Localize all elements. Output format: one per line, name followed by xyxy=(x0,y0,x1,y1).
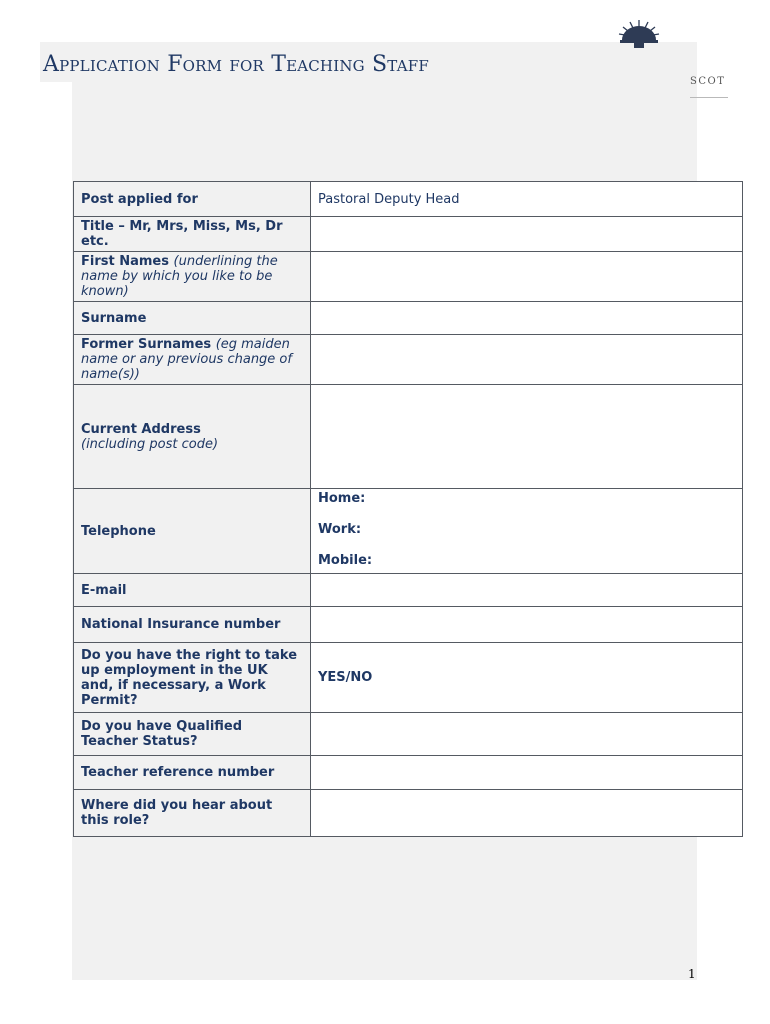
page-title: Application Form for Teaching Staff xyxy=(43,52,429,77)
email-value[interactable] xyxy=(311,574,743,607)
row-current-address xyxy=(74,385,743,489)
qts-value[interactable] xyxy=(311,713,743,756)
post-applied-label: Post applied for xyxy=(74,182,311,217)
former-surnames-value[interactable] xyxy=(311,335,743,385)
title-value[interactable] xyxy=(311,217,743,252)
first-names-label xyxy=(74,252,311,302)
current-address-hint: (including post code) xyxy=(81,436,219,452)
surname-label: Surname xyxy=(74,302,311,335)
current-address-label-text: Current Address xyxy=(81,421,201,437)
row-teacher-ref xyxy=(74,756,743,790)
title-label: Title – Mr, Mrs, Miss, Ms, Dr etc. xyxy=(74,217,311,252)
row-surname xyxy=(74,302,743,335)
row-qts xyxy=(74,713,743,756)
school-name-fragment: SCOT xyxy=(690,76,726,87)
right-to-work-label: Do you have the right to take up employment in the UK and, if necessary, a Work Permit? xyxy=(74,643,311,713)
first-names-value[interactable] xyxy=(311,252,743,302)
surname-value[interactable] xyxy=(311,302,743,335)
telephone-label: Telephone xyxy=(74,489,311,574)
row-ni-number xyxy=(74,607,743,643)
former-surnames-label-text: Former Surnames xyxy=(81,337,212,352)
former-surnames-label xyxy=(74,335,311,385)
application-form-table xyxy=(73,181,743,837)
row-right-to-work xyxy=(74,643,743,713)
ni-number-value[interactable] xyxy=(311,607,743,643)
row-heard-about xyxy=(74,790,743,837)
row-post-applied xyxy=(74,182,743,217)
row-telephone xyxy=(74,489,743,574)
current-address-value[interactable] xyxy=(311,385,743,489)
email-label: E-mail xyxy=(74,574,311,607)
row-title xyxy=(74,217,743,252)
telephone-values xyxy=(311,489,743,574)
first-names-hint: (underlining the name by which you like to be known) xyxy=(81,254,278,299)
school-crest-icon xyxy=(614,18,664,48)
first-names-label-text: First Names xyxy=(81,254,169,269)
heard-about-label: Where did you hear about this role? xyxy=(74,790,311,837)
teacher-ref-value[interactable] xyxy=(311,756,743,790)
former-surnames-hint: (eg maiden name or any previous change of name(s)) xyxy=(81,337,292,382)
post-applied-value[interactable]: Pastoral Deputy Head xyxy=(311,182,743,217)
ni-number-label: National Insurance number xyxy=(74,607,311,643)
row-former-surnames xyxy=(74,335,743,385)
telephone-work-label[interactable]: Work: xyxy=(318,522,362,537)
teacher-ref-label: Teacher reference number xyxy=(74,756,311,790)
row-first-names xyxy=(74,252,743,302)
right-to-work-value[interactable]: YES/NO xyxy=(311,643,743,713)
header-rule xyxy=(690,97,728,98)
current-address-label xyxy=(74,385,311,489)
heard-about-value[interactable] xyxy=(311,790,743,837)
page-number: 1 xyxy=(688,967,696,981)
telephone-mobile-label[interactable]: Mobile: xyxy=(318,553,373,568)
row-email xyxy=(74,574,743,607)
telephone-home-label[interactable]: Home: xyxy=(318,491,366,506)
qts-label: Do you have Qualified Teacher Status? xyxy=(74,713,311,756)
